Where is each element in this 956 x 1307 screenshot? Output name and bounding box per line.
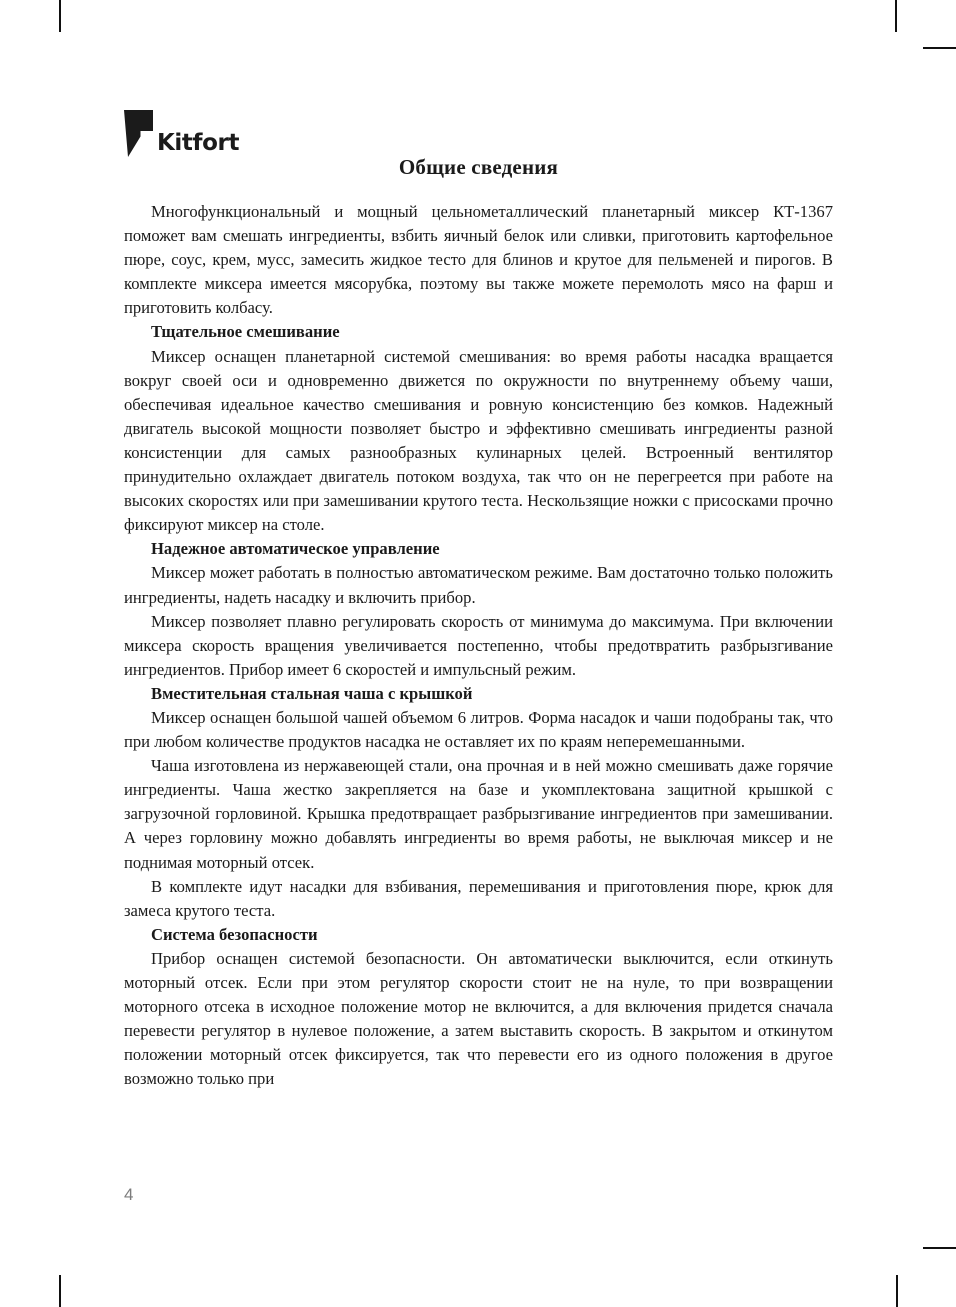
section-heading-thorough-mixing: Тщательное смешивание [151,322,340,342]
section-paragraph: Миксер может работать в полностью автоматическом режиме. Вам достаточно только положить ингредиенты, надеть насадку и включить прибор. [124,563,833,607]
section-paragraph: Прибор оснащен системой безопасности. Он автоматически выключится, если откинуть моторный отсек. Если при этом регулятор скорости стоит не на нуле, то при возвращении моторного отсека в исходное положение мотор не включится, а для включения придется сначала перевести регулятор в нулевое положение, а затем выставить скорость. В закрытом и откинутом положении моторный отсек фиксируется, так что перевести его из одного положения в другое возможно только при [124,948,833,1089]
crop-mark-right-bottom [923,1247,956,1249]
crop-mark-right-top [923,47,956,49]
brand-logo [124,108,241,160]
section-paragraph: Чаша изготовлена из нержавеющей стали, она прочная и в ней можно смешивать даже горячие ингредиенты. Чаша жестко закрепляется на базе и укомплектована защитной крышкой с загрузочной горловиной. Крышка предотвращает разбрызгивание ингредиентов при замешивании. А через горловину можно добавлять ингредиенты во время работы, не выключая миксер и не поднимая моторный отсек. [124,756,833,872]
page-number: 4 [124,1185,134,1204]
document-body [124,200,833,1091]
section-paragraph: Миксер позволяет плавно регулировать скорость от минимума до максимума. При включении миксера скорость вращения увеличивается постепенно, чтобы предотвратить разбрызгивание ингредиентов. Прибор имеет 6 скоростей и импульсный режим. [124,611,833,679]
kitfort-pennant-logo-icon [124,110,154,160]
section-heading-automatic-control: Надежное автоматическое управление [151,539,440,559]
document-page [124,0,833,1307]
crop-mark-bottom-left [59,1275,61,1307]
section-paragraph: В комплекте идут насадки для взбивания, перемешивания и приготовления пюре, крюк для замеса крутого теста. [124,876,833,920]
section-heading-safety-system: Система безопасности [151,924,318,944]
section-paragraph: Миксер оснащен планетарной системой смешивания: во время работы насадка вращается вокруг своей оси и одновременно движется по окружности по внутреннему объему чаши, обеспечивая идеальное качество смешивания и ровную консистенцию без комков. Надежный двигатель высокой мощности позволяет быстро и эффективно смешивать ингредиенты разной консистенции для самых разнообразных кулинарных целей. Встроенный вентилятор принудительно охлаждает двигатель потоком воздуха, так что он не перегреется при работе на высоких скоростях или при замешивании крутого теста. Нескользящие ножки с присосками прочно фиксируют миксер на столе. [124,346,833,535]
brand-name: Kitfort [157,130,240,156]
crop-mark-top-left [59,0,61,32]
page-title: Общие сведения [398,155,559,179]
intro-paragraph: Многофункциональный и мощный цельнометаллический планетарный миксер КТ-1367 поможет вам смешать ингредиенты, взбить яичный белок или сливки, приготовить картофельное пюре, соус, крем, мусс, замесить жидкое тесто для блинов и крутое для пельменей и пирогов. В комплекте миксера имеется мясорубка, поэтому вы также можете перемолоть мясо на фарш и приготовить колбасу. [124,202,833,318]
crop-mark-bottom-right [896,1275,898,1307]
crop-mark-top-right [895,0,897,32]
section-heading-steel-bowl: Вместительная стальная чаша с крышкой [151,683,473,703]
section-paragraph: Миксер оснащен большой чашей объемом 6 литров. Форма насадок и чаши подобраны так, что при любом количестве продуктов насадка не оставляет их по краям неперемешанными. [124,707,833,752]
